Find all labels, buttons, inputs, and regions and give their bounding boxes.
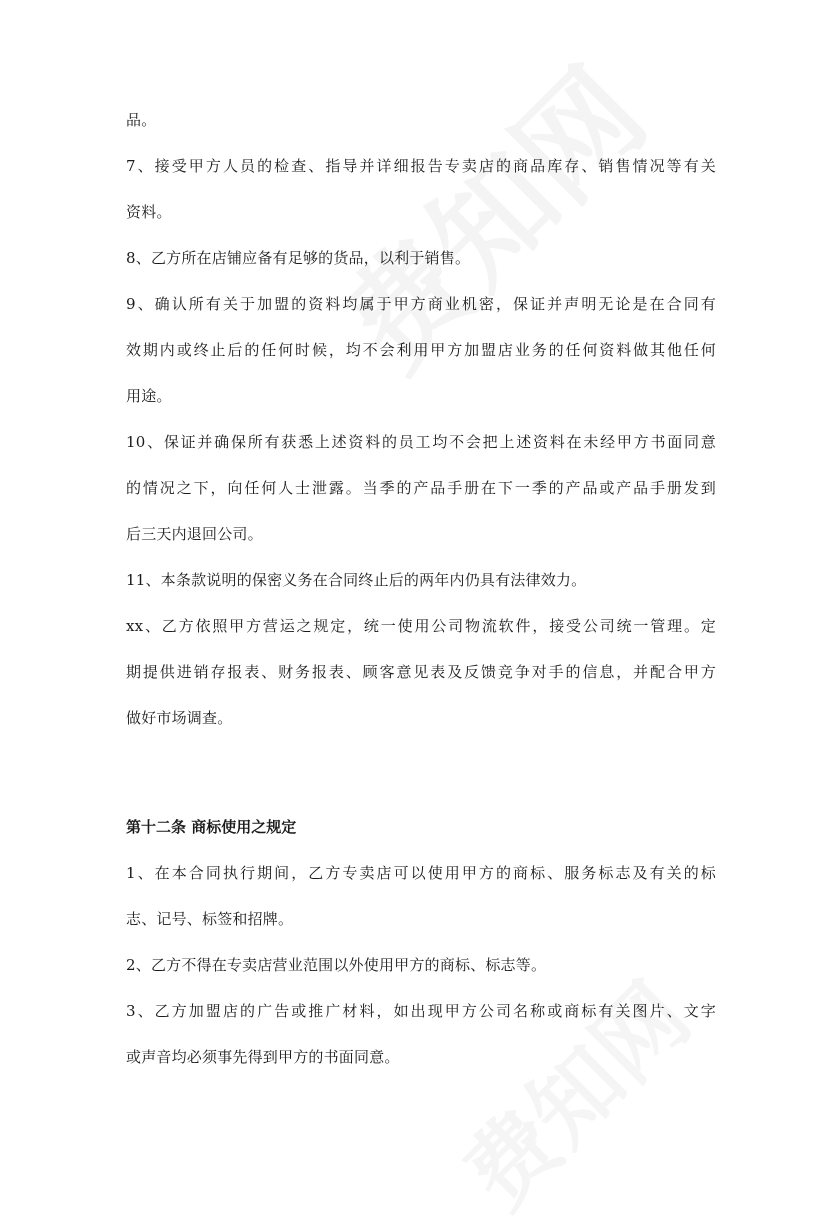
- section-spacer: [126, 741, 716, 804]
- paragraph-line: 2、乙方不得在专卖店营业范围以外使用甲方的商标、标志等。: [126, 956, 547, 974]
- paragraph-line: 后三天内退回公司。: [126, 525, 263, 543]
- paragraph-line: 3、乙方加盟店的广告或推广材料，如出现甲方公司名称或商标有关图片、文字: [126, 1002, 716, 1020]
- paragraph-line: 志、记号、标签和招牌。: [126, 910, 294, 928]
- paragraph-line: 效期内或终止后的任何时候，均不会利用甲方加盟店业务的任何资料做其他任何: [126, 341, 716, 359]
- paragraph-line: 11、本条款说明的保密义务在合同终止后的两年内仍具有法律效力。: [126, 571, 587, 589]
- paragraph-line: 的情况之下，向任何人士泄露。当季的产品手册在下一季的产品或产品手册发到: [126, 479, 716, 497]
- paragraph-line: 品。: [126, 111, 157, 129]
- paragraph-line: 7、接受甲方人员的检查、指导并详细报告专卖店的商品库存、销售情况等有关: [126, 157, 716, 175]
- paragraph-line: 用途。: [126, 387, 172, 405]
- paragraph-line: xx、乙方依照甲方营运之规定，统一使用公司物流软件，接受公司统一管理。定: [126, 617, 716, 635]
- section-heading: 第十二条 商标使用之规定: [126, 818, 297, 836]
- paragraph-line: 9、确认所有关于加盟的资料均属于甲方商业机密，保证并声明无论是在合同有: [126, 295, 716, 313]
- paragraph-line: 1、在本合同执行期间，乙方专卖店可以使用甲方的商标、服务标志及有关的标: [126, 864, 716, 882]
- paragraph-line: 10、保证并确保所有获悉上述资料的员工均不会把上述资料在未经甲方书面同意: [126, 433, 716, 451]
- paragraph-line: 做好市场调查。: [126, 709, 233, 727]
- document-body: [126, 97, 716, 1080]
- paragraph-line: 资料。: [126, 203, 172, 221]
- paragraph-line: 期提供进销存报表、财务报表、顾客意见表及反馈竞争对手的信息，并配合甲方: [126, 663, 716, 681]
- paragraph-line: 8、乙方所在店铺应备有足够的货品，以利于销售。: [126, 249, 471, 267]
- paragraph-line: 或声音均必须事先得到甲方的书面同意。: [126, 1048, 400, 1066]
